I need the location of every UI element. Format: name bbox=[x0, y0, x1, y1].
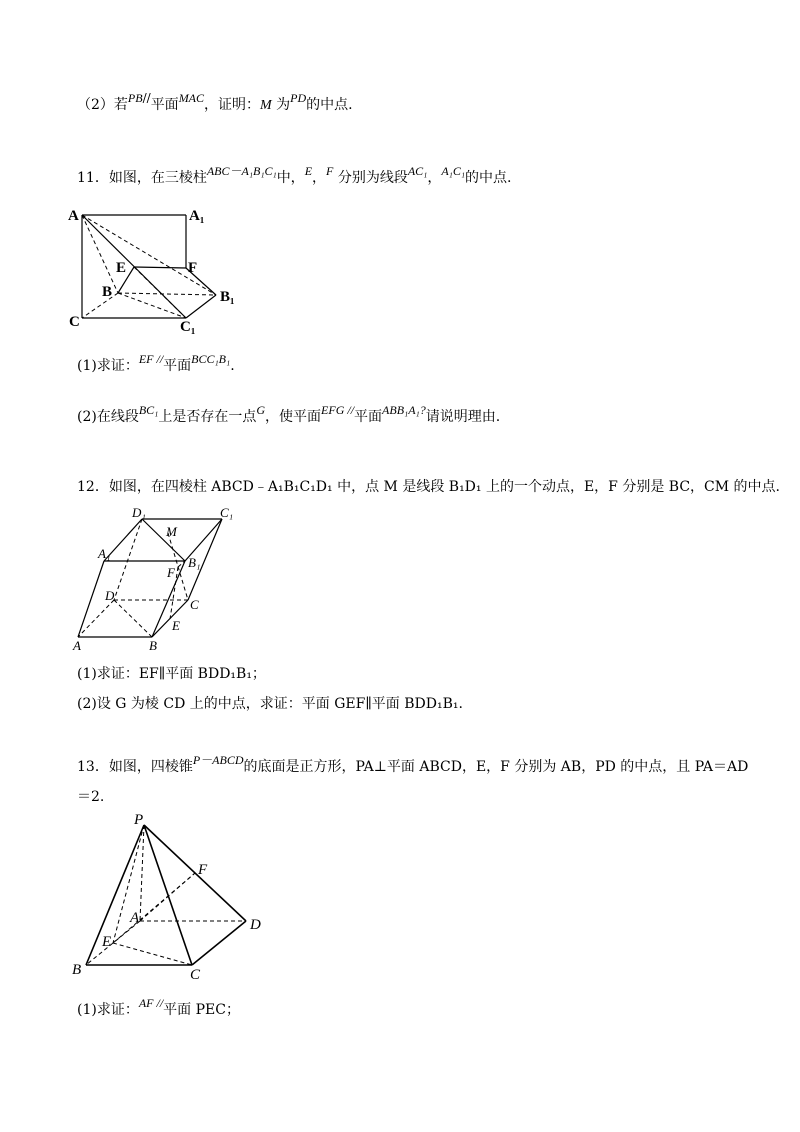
q12-stem: 12．如图，在四棱柱 ABCD﹣A₁B₁C₁D₁ 中，点 M 是线段 B₁D₁ 上的一个动点，E，F 分别是 BC，CM 的中点. bbox=[77, 479, 781, 495]
q10-part2: （2）若PB//平面MAC，证明：M 为PD的中点. bbox=[77, 91, 353, 113]
q11-label-B: B bbox=[102, 284, 113, 300]
q11-part1: (1)求证：EF //平面BCC₁B₁. bbox=[77, 352, 235, 374]
q13-label-P: P bbox=[134, 812, 144, 828]
q13-label-C: C bbox=[190, 967, 201, 983]
q12-label-B: B bbox=[149, 638, 157, 653]
q12-label-E: E bbox=[172, 618, 180, 633]
q12-label-A: A bbox=[73, 638, 81, 653]
q13-label-E: E bbox=[102, 934, 112, 950]
q12-label-D: D bbox=[105, 588, 115, 603]
q12-label-D1: D₁ bbox=[132, 505, 146, 520]
q13-label-A: A bbox=[130, 910, 140, 926]
q11-label-B1: B₁ bbox=[220, 289, 235, 305]
q12-label-C: C bbox=[190, 597, 199, 612]
q12-part2: (2)设 G 为棱 CD 上的中点，求证：平面 GEF∥平面 BDD₁B₁. bbox=[77, 696, 463, 712]
q12-label-A1: A₁ bbox=[98, 546, 111, 561]
q12-label-C1: C₁ bbox=[220, 505, 234, 520]
q11-label-C1: C₁ bbox=[180, 319, 196, 335]
q11-stem: 11．如图，在三棱柱ABC－A₁B₁C₁中，E，F 分别为线段AC₁，A₁C₁的中点. bbox=[77, 164, 512, 186]
q13-stem-line2: ＝2. bbox=[77, 789, 105, 805]
q13-label-B: B bbox=[72, 962, 82, 978]
q12-label-B1: B₁ bbox=[188, 555, 201, 570]
q11-triangular-prism-figure bbox=[66, 200, 256, 340]
q11-label-E: E bbox=[116, 260, 127, 276]
q13-part1: (1)求证：AF //平面 PEC； bbox=[77, 996, 240, 1018]
q13-label-D: D bbox=[250, 917, 261, 933]
q11-label-A1: A₁ bbox=[189, 208, 205, 224]
q11-part2: (2)在线段BC₁上是否存在一点G，使平面EFG //平面ABB₁A₁?请说明理由. bbox=[77, 403, 501, 425]
q13-label-F: F bbox=[198, 862, 208, 878]
q12-quadrangular-prism-figure bbox=[70, 505, 250, 655]
q13-stem-line1: 13．如图，四棱锥P－ABCD的底面是正方形，PA⊥平面 ABCD，E，F 分别为 AB，PD 的中点，且 PA＝AD bbox=[77, 753, 749, 775]
q11-label-A: A bbox=[68, 208, 79, 224]
q13-pyramid-figure bbox=[68, 808, 268, 983]
q11-label-C: C bbox=[69, 314, 80, 330]
q11-label-F: F bbox=[188, 260, 198, 276]
q12-part1: (1)求证：EF∥平面 BDD₁B₁； bbox=[77, 666, 266, 682]
q12-label-M: M bbox=[166, 524, 177, 539]
q12-label-F: F bbox=[167, 565, 175, 580]
